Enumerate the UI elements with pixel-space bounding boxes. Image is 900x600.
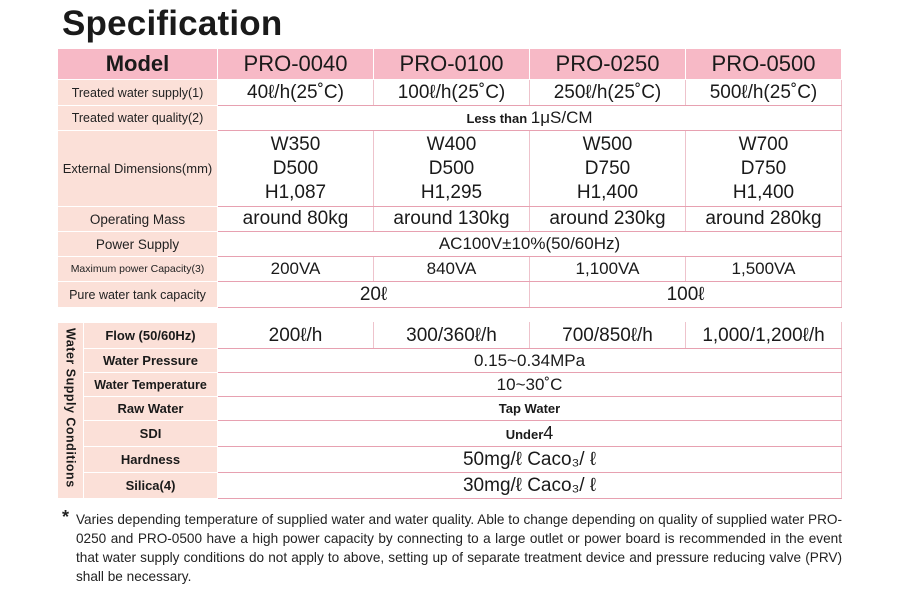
- height-value: H1,087: [264, 181, 327, 203]
- cell-value: 500ℓ/h(25˚C): [686, 80, 842, 106]
- table-row: [58, 80, 842, 106]
- conditions-table: [57, 322, 842, 499]
- spec-table: [57, 48, 842, 308]
- sdi-value: 4: [543, 423, 554, 443]
- width-value: W500: [582, 133, 633, 155]
- footnote: [62, 507, 842, 586]
- table-row: [58, 349, 842, 373]
- table-row: [58, 257, 842, 282]
- table-row: [58, 232, 842, 257]
- row-label: Water Pressure: [84, 349, 218, 373]
- cell-value: 200VA: [218, 257, 374, 282]
- model-header: Model: [58, 49, 218, 80]
- row-label: Power Supply: [58, 232, 218, 257]
- table-row: [58, 106, 842, 131]
- cell-value: [374, 131, 530, 207]
- cell-value: [218, 131, 374, 207]
- cell-value: around 230kg: [530, 207, 686, 232]
- height-value: H1,295: [420, 181, 483, 203]
- row-label: Water Temperature: [84, 373, 218, 397]
- cell-value: around 280kg: [686, 207, 842, 232]
- depth-value: D750: [740, 157, 787, 179]
- model-name: PRO-0100: [374, 49, 530, 80]
- table-row: [58, 207, 842, 232]
- cell-value: 300/360ℓ/h: [374, 323, 530, 349]
- cell-value: Tap Water: [218, 397, 842, 421]
- row-label: Maximum power Capacity(3): [58, 257, 218, 282]
- table-row: [58, 473, 842, 499]
- sdi-prefix: Under: [505, 427, 544, 442]
- row-label: Treated water supply(1): [58, 80, 218, 106]
- cell-value: 840VA: [374, 257, 530, 282]
- cell-value: 40ℓ/h(25˚C): [218, 80, 374, 106]
- cell-value: 100ℓ/h(25˚C): [374, 80, 530, 106]
- header-row: [58, 49, 842, 80]
- side-label: Water Supply Conditions: [58, 323, 84, 499]
- cell-value: 50mg/ℓ Caco₃/ ℓ: [218, 447, 842, 473]
- cell-value: 1,000/1,200ℓ/h: [686, 323, 842, 349]
- cell-value: 1,500VA: [686, 257, 842, 282]
- width-value: W700: [738, 133, 789, 155]
- cell-value: 10~30˚C: [218, 373, 842, 397]
- cell-value: 20ℓ: [218, 282, 530, 308]
- footnote-text: Varies depending temperature of supplied water and water quality. Able to change depending on quality of supplied water PRO-0250 and PRO-0500 have a high power capacity by connecting to a large outlet or power board is recommended in the event that water supply conditions do not apply to above, setting up of separate treatment device and pressure reducing valve (PRV) shall be necessary.: [76, 512, 842, 584]
- table-row: [58, 421, 842, 447]
- model-name: PRO-0500: [686, 49, 842, 80]
- table-row: [58, 282, 842, 308]
- row-label: Pure water tank capacity: [58, 282, 218, 308]
- table-row: [58, 373, 842, 397]
- model-name: PRO-0250: [530, 49, 686, 80]
- table-row: [58, 323, 842, 349]
- row-label: SDI: [84, 421, 218, 447]
- cell-value: 250ℓ/h(25˚C): [530, 80, 686, 106]
- cell-value: 100ℓ: [530, 282, 842, 308]
- model-name: PRO-0040: [218, 49, 374, 80]
- row-label: External Dimensions(mm): [58, 131, 218, 207]
- cell-value: 700/850ℓ/h: [530, 323, 686, 349]
- cell-value: [686, 131, 842, 207]
- width-value: W400: [426, 133, 477, 155]
- table-row: [58, 447, 842, 473]
- row-label: Treated water quality(2): [58, 106, 218, 131]
- height-value: H1,400: [576, 181, 639, 203]
- depth-value: D500: [428, 157, 475, 179]
- cell-value: 0.15~0.34MPa: [218, 349, 842, 373]
- depth-value: D500: [272, 157, 319, 179]
- cell-value: around 130kg: [374, 207, 530, 232]
- asterisk-icon: *: [62, 507, 70, 527]
- depth-value: D750: [584, 157, 631, 179]
- cell-value: around 80kg: [218, 207, 374, 232]
- cell-value: [218, 106, 842, 131]
- row-label: Operating Mass: [58, 207, 218, 232]
- cell-value: 30mg/ℓ Caco₃/ ℓ: [218, 473, 842, 499]
- cell-value: AC100V±10%(50/60Hz): [218, 232, 842, 257]
- cell-value: [218, 421, 842, 447]
- row-label: Silica(4): [84, 473, 218, 499]
- row-label: Hardness: [84, 447, 218, 473]
- width-value: W350: [270, 133, 321, 155]
- cell-value: 200ℓ/h: [218, 323, 374, 349]
- table-row: [58, 131, 842, 207]
- quality-prefix: Less than: [466, 111, 531, 126]
- table-row: [58, 397, 842, 421]
- row-label: Raw Water: [84, 397, 218, 421]
- page-title: Specification: [62, 4, 283, 43]
- cell-value: 1,100VA: [530, 257, 686, 282]
- quality-value: 1μS/CM: [530, 108, 593, 127]
- row-label: Flow (50/60Hz): [84, 323, 218, 349]
- cell-value: [530, 131, 686, 207]
- height-value: H1,400: [732, 181, 795, 203]
